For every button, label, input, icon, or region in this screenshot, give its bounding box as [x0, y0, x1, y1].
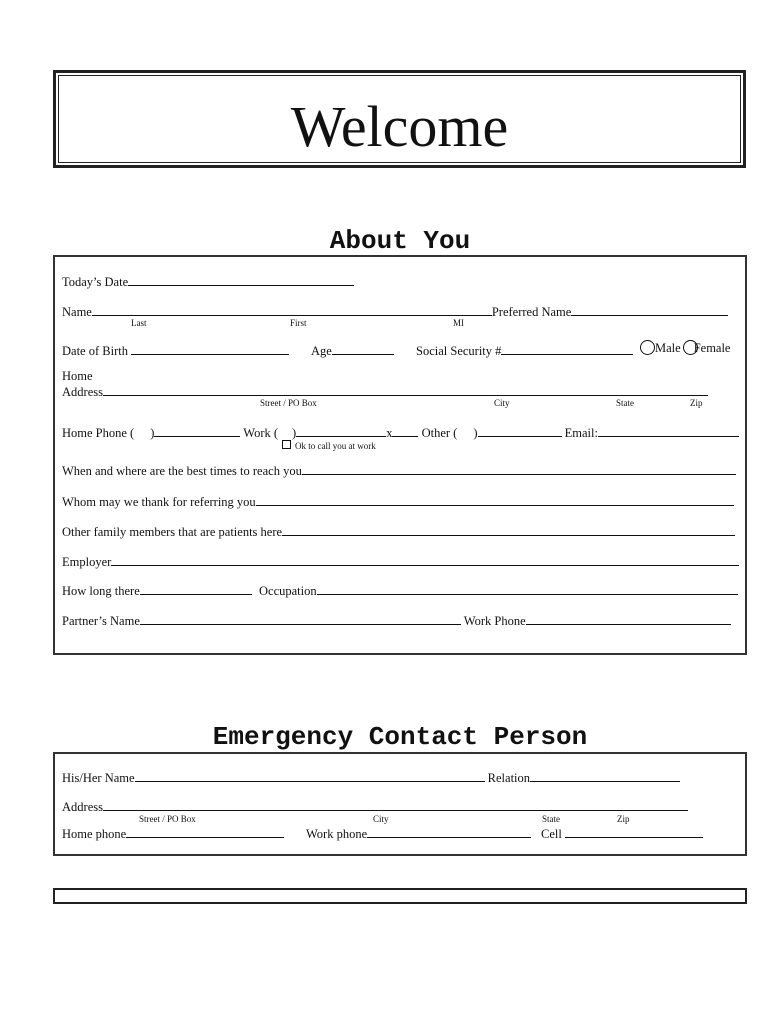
- emergency-heading: Emergency Contact Person: [212, 722, 588, 752]
- preferred-name-field[interactable]: [571, 304, 728, 316]
- emergency-work-row: [306, 826, 531, 841]
- addr-sub-zip: Zip: [690, 398, 703, 408]
- emergency-cell-row: [541, 826, 703, 841]
- name-row: [62, 304, 728, 319]
- ext-field[interactable]: [392, 425, 418, 437]
- emergency-address-label: Address: [62, 800, 103, 814]
- emergency-work-phone-field[interactable]: [367, 826, 531, 838]
- ssn-label: Social Security #: [416, 344, 502, 358]
- emergency-name-label: His/Her Name: [62, 771, 135, 785]
- work-phone-label: Work (: [243, 426, 279, 440]
- ok-call-checkbox[interactable]: [282, 440, 291, 449]
- em-addr-sub-state: State: [542, 814, 560, 824]
- female-label: Female: [693, 341, 731, 355]
- other-phone-field[interactable]: [478, 425, 562, 437]
- employer-row: [62, 554, 739, 569]
- todays-date-field[interactable]: [128, 274, 354, 286]
- emergency-address-row: [62, 799, 688, 814]
- name-label: Name: [62, 305, 92, 319]
- work-phone-close: ): [292, 426, 297, 440]
- emergency-cell-field[interactable]: [565, 826, 703, 838]
- home-phone-close: ): [150, 426, 155, 440]
- dob-label: Date of Birth: [62, 344, 128, 358]
- em-addr-sub-city: City: [373, 814, 389, 824]
- email-label: Email:: [564, 426, 598, 440]
- about-you-heading: About You: [329, 226, 471, 256]
- name-sub-first: First: [290, 318, 307, 328]
- other-phone-close: ): [473, 426, 478, 440]
- home-phone-field[interactable]: [154, 425, 240, 437]
- referring-field[interactable]: [256, 494, 734, 506]
- employer-field[interactable]: [111, 554, 739, 566]
- age-row: [311, 343, 394, 358]
- work-phone-field[interactable]: [296, 425, 386, 437]
- family-row: [62, 524, 735, 539]
- ssn-row: [416, 343, 633, 358]
- relation-label: Relation: [487, 771, 531, 785]
- em-addr-sub-street: Street / PO Box: [139, 814, 196, 824]
- home-phone-label: Home Phone (: [62, 426, 135, 440]
- dob-row: [62, 343, 289, 358]
- employer-label: Employer: [62, 555, 112, 569]
- best-times-row: [62, 463, 736, 478]
- ok-call-label: Ok to call you at work: [295, 441, 376, 451]
- partner-label: Partner’s Name: [62, 614, 140, 628]
- addr-sub-street: Street / PO Box: [260, 398, 317, 408]
- dob-field[interactable]: [131, 343, 289, 355]
- age-label: Age: [311, 344, 332, 358]
- male-label: Male: [655, 341, 681, 355]
- addr-sub-state: State: [616, 398, 634, 408]
- referring-row: [62, 494, 734, 509]
- emergency-name-field[interactable]: [135, 770, 485, 782]
- emergency-cell-label: Cell: [541, 827, 562, 841]
- emergency-address-field[interactable]: [103, 799, 688, 811]
- addr-sub-city: City: [494, 398, 510, 408]
- partner-work-phone-label: Work Phone: [463, 614, 526, 628]
- preferred-name-label: Preferred Name: [491, 305, 572, 319]
- partner-work-phone-field[interactable]: [526, 613, 731, 625]
- ok-call-row: [282, 440, 376, 451]
- bottom-bar: [53, 888, 747, 904]
- email-field[interactable]: [598, 425, 739, 437]
- emergency-home-phone-label: Home phone: [62, 827, 127, 841]
- address-label: Address: [62, 385, 103, 399]
- emergency-home-phone-field[interactable]: [126, 826, 284, 838]
- home-label: Home: [62, 369, 93, 383]
- emergency-name-row: [62, 770, 680, 785]
- relation-field[interactable]: [530, 770, 680, 782]
- best-times-label: When and where are the best times to reach you: [62, 464, 302, 478]
- occupation-row: [259, 583, 738, 598]
- name-sub-last: Last: [131, 318, 147, 328]
- name-field[interactable]: [92, 304, 492, 316]
- age-field[interactable]: [332, 343, 394, 355]
- family-field[interactable]: [282, 524, 735, 536]
- how-long-label: How long there: [62, 584, 140, 598]
- partner-field[interactable]: [140, 613, 461, 625]
- occupation-label: Occupation: [259, 584, 317, 598]
- how-long-row: [62, 583, 252, 598]
- partner-row: [62, 613, 731, 628]
- em-addr-sub-zip: Zip: [617, 814, 630, 824]
- occupation-field[interactable]: [317, 583, 738, 595]
- page-title: Welcome: [290, 94, 509, 159]
- best-times-field[interactable]: [302, 463, 736, 475]
- phone-row: [62, 425, 739, 440]
- ext-label: x: [386, 426, 393, 440]
- how-long-field[interactable]: [140, 583, 252, 595]
- ssn-field[interactable]: [501, 343, 633, 355]
- emergency-work-phone-label: Work phone: [306, 827, 368, 841]
- address-row: [62, 384, 708, 399]
- other-phone-label: Other (: [421, 426, 458, 440]
- todays-date-row: [62, 274, 354, 289]
- referring-label: Whom may we thank for referring you: [62, 495, 256, 509]
- family-label: Other family members that are patients here: [62, 525, 283, 539]
- address-field[interactable]: [103, 384, 708, 396]
- male-radio[interactable]: [640, 340, 655, 355]
- name-sub-mi: MI: [453, 318, 464, 328]
- emergency-phone-row: [62, 826, 284, 841]
- gender-row: [640, 340, 730, 355]
- todays-date-label: Today’s Date: [62, 275, 129, 289]
